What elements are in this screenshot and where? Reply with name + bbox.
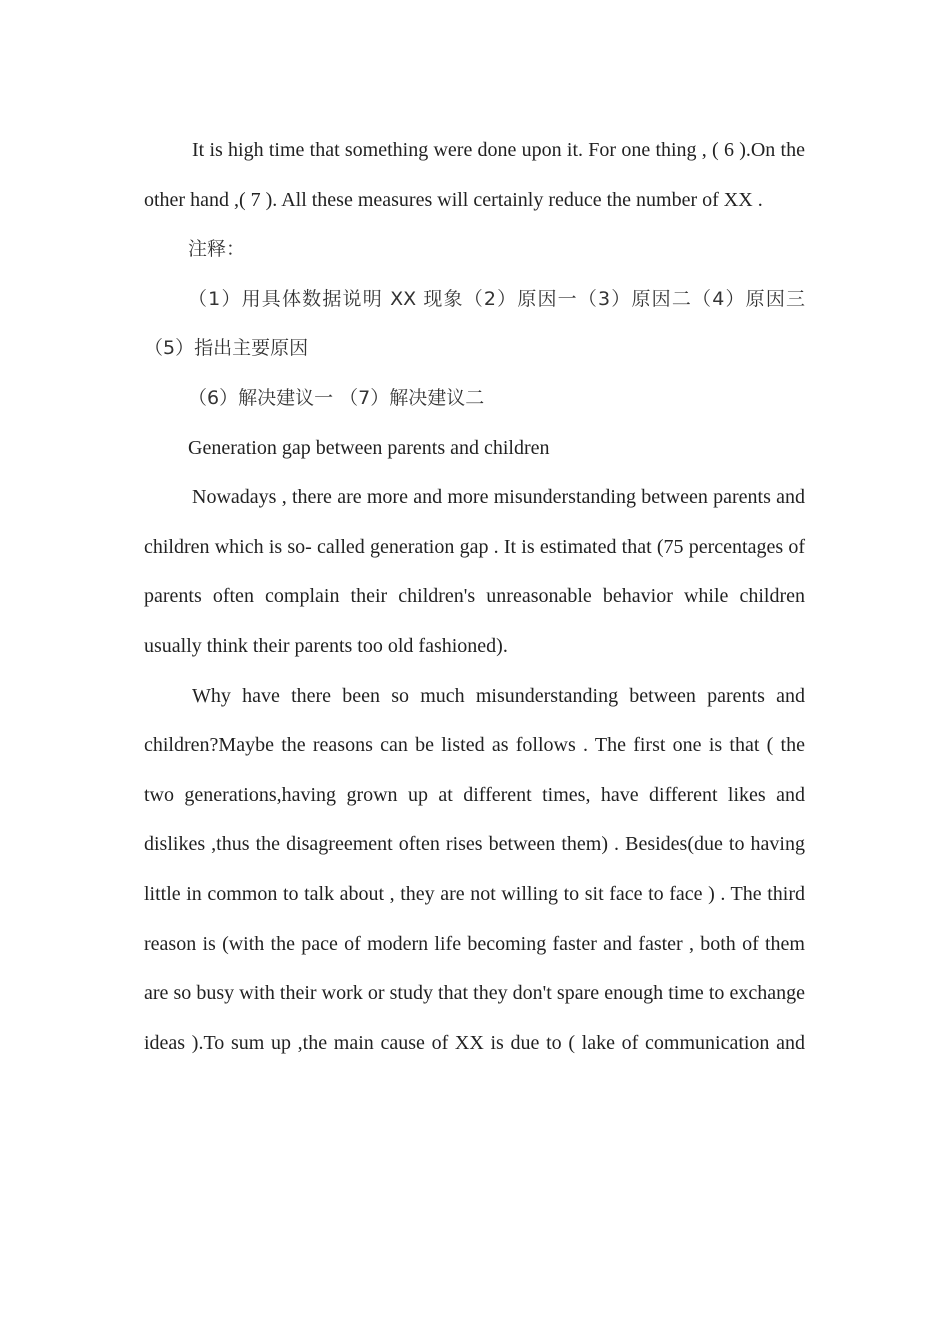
notes-items-6-7: （6）解决建议一 （7）解决建议二 [188, 386, 485, 409]
paragraph-measures: It is high time that something were done upon it. For one thing , ( 6 ).On the other hand ,( 7 ). All these measures will certainly reduce the number of XX . [144, 139, 805, 211]
essay-title: Generation gap between parents and children [188, 436, 550, 459]
notes-heading: 注释： [188, 238, 246, 261]
document-body [144, 126, 805, 1068]
paragraph-reasons: Why have there been so much misunderstanding between parents and children?Maybe the reasons can be listed as follows . The first one is that ( the two generations,having grown up at different times, have different likes and dislikes ,thus the disagreement often rises between them) . Besides(due to having little in common to talk about , they are not willing to sit face to face ) . The third reason is (with the pace of modern life becoming faster and faster , both of them are so busy with their work or study that they don't spare enough time to exchange ideas ).To sum up ,the main cause of XX is due to ( lake of communication and [144, 684, 805, 1054]
paragraph-introduction: Nowadays , there are more and more misunderstanding between parents and children which is so- called generation gap . It is estimated that (75 percentages of parents often complain their children's unreasonable behavior while children usually think their parents too old fashioned). [144, 486, 805, 657]
notes-items-1-5: （1）用具体数据说明 XX 现象（2）原因一（3）原因二（4）原因三（5）指出主要原因 [144, 287, 805, 360]
